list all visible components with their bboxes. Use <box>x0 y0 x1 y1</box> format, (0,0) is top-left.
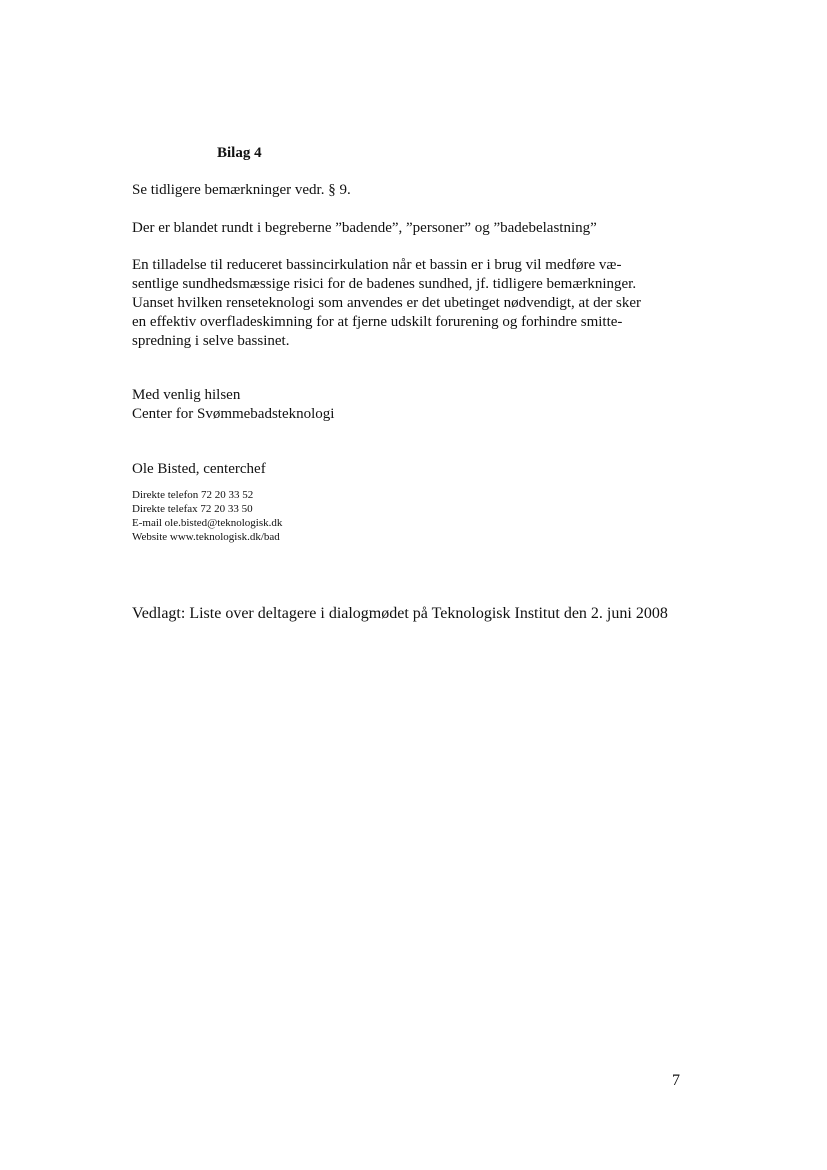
paragraph-circulation <box>132 256 641 351</box>
paragraph-reference: Se tidligere bemærkninger vedr. § 9. <box>132 182 351 198</box>
paragraph-terminology: Der er blandet rundt i begreberne ”badende”, ”personer” og ”badebelastning” <box>132 220 597 236</box>
page-number: 7 <box>672 1072 680 1089</box>
closing-organization: Center for Svømmebadsteknologi <box>132 406 335 422</box>
contact-phone: Direkte telefon 72 20 33 52 <box>132 489 254 501</box>
paragraph-line: en effektiv overfladeskimning for at fjerne udskilt forurening og forhindre smitte- <box>132 314 623 330</box>
contact-website: Website www.teknologisk.dk/bad <box>132 531 280 543</box>
paragraph-line: En tilladelse til reduceret bassincirkulation når et bassin er i brug vil medføre væ- <box>132 257 622 273</box>
attachment-note: Vedlagt: Liste over deltagere i dialogmødet på Teknologisk Institut den 2. juni 2008 <box>132 605 668 622</box>
paragraph-line: Uanset hvilken renseteknologi som anvendes er det ubetinget nødvendigt, at der sker <box>132 295 642 311</box>
section-heading: Bilag 4 <box>217 145 262 161</box>
contact-fax: Direkte telefax 72 20 33 50 <box>132 503 253 515</box>
contact-email: E-mail ole.bisted@teknologisk.dk <box>132 517 283 529</box>
paragraph-line: spredning i selve bassinet. <box>132 333 290 349</box>
closing-greeting: Med venlig hilsen <box>132 387 241 403</box>
paragraph-line: sentlige sundhedsmæssige risici for de badenes sundhed, jf. tidligere bemærkninger. <box>132 276 637 292</box>
contact-block <box>132 488 282 544</box>
closing-block <box>132 386 334 424</box>
signer-name: Ole Bisted, centerchef <box>132 461 266 477</box>
